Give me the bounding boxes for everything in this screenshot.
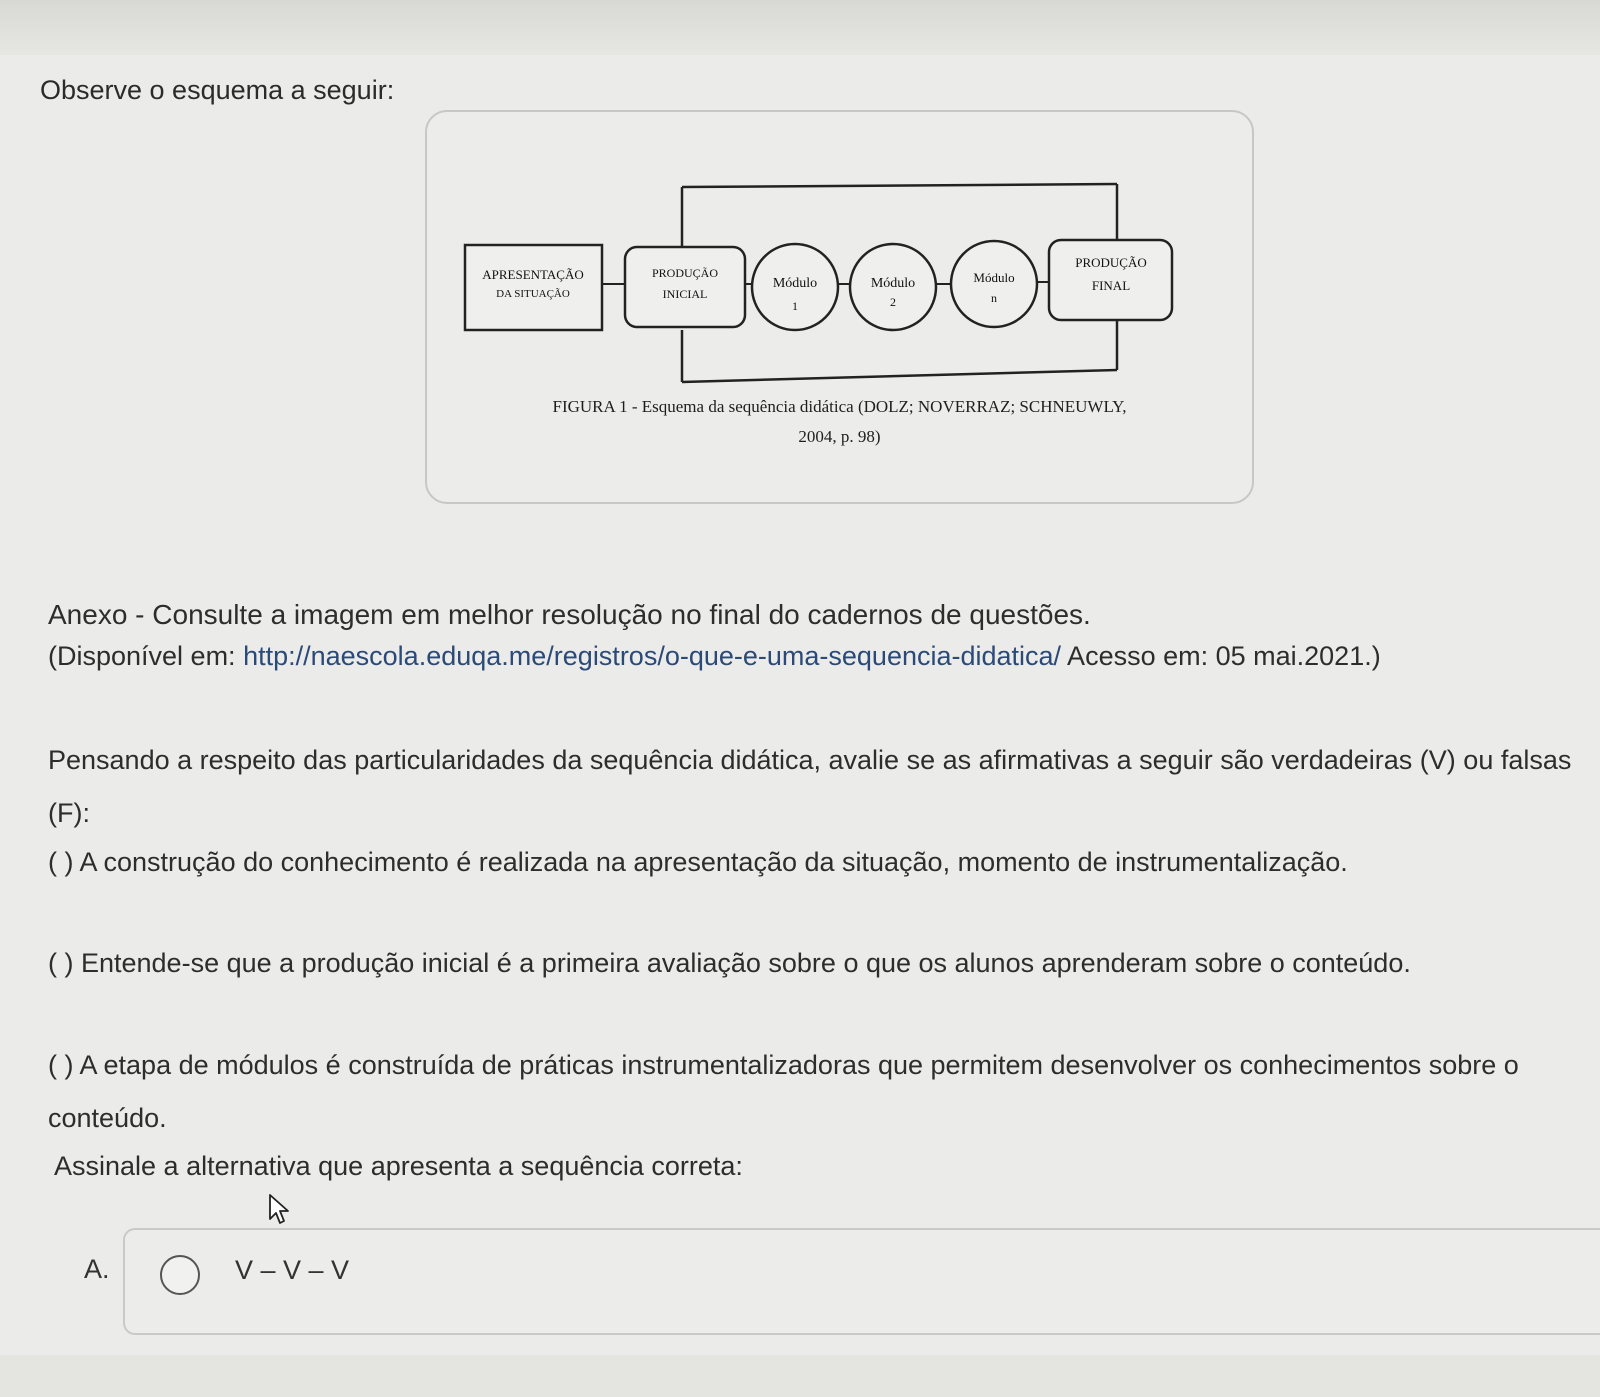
statement-3: ( ) A etapa de módulos é construída de práticas instrumentalizadoras que permitem desenvolver os conhecimentos sobre o conteúdo. — [48, 1050, 1519, 1133]
option-a[interactable] — [123, 1228, 1600, 1335]
option-a-radio[interactable] — [160, 1255, 200, 1295]
sequence-diagram — [427, 112, 1252, 392]
question-prompt: Pensando a respeito das particularidades da sequência didática, avalie se as afirmativas a seguir são verdadeiras (V) ou falsas (F): — [48, 745, 1572, 828]
box-producao-final-line1: PRODUÇÃO — [1075, 255, 1147, 270]
statement-1: ( ) A construção do conhecimento é realizada na apresentação da situação, momento de instrumentalização. — [48, 847, 1348, 877]
figure-caption-line1: FIGURA 1 - Esquema da sequência didática (DOLZ; NOVERRAZ; SCHNEUWLY, — [552, 397, 1127, 416]
modulo-1-number: 1 — [792, 299, 798, 313]
source-suffix: Acesso em: 05 mai.2021.) — [1061, 641, 1381, 671]
modulo-n-number: n — [991, 291, 997, 305]
box-apresentacao-line1: APRESENTAÇÃO — [482, 267, 584, 282]
modulo-n-label: Módulo — [973, 270, 1015, 285]
statement-2: ( ) Entende-se que a produção inicial é a primeira avaliação sobre o que os alunos aprenderam sobre o conteúdo. — [48, 948, 1411, 978]
browser-top-bar — [0, 0, 1600, 55]
source-prefix: (Disponível em: — [48, 641, 244, 671]
modulo-2-number: 2 — [890, 295, 896, 309]
modulo-2-label: Módulo — [870, 276, 916, 291]
box-producao-final-line2: FINAL — [1091, 278, 1131, 293]
question-instruction: Assinale a alternativa que apresenta a sequência correta: — [54, 1151, 743, 1181]
diagram-top-line — [682, 184, 1117, 187]
box-apresentacao-line2: DA SITUAÇÃO — [496, 288, 570, 300]
annex-note: Anexo - Consulte a imagem em melhor resolução no final do cadernos de questões. — [48, 599, 1091, 630]
mouse-cursor-icon — [268, 1193, 300, 1229]
bottom-strip — [0, 1355, 1600, 1397]
source-citation — [48, 630, 1578, 683]
question-intro: Observe o esquema a seguir: — [40, 75, 395, 105]
diagram-bottom-line — [682, 370, 1117, 382]
figure-caption-line2: 2004, p. 98) — [798, 427, 881, 446]
figure-card — [425, 110, 1254, 504]
box-producao-inicial-line2: INICIAL — [662, 287, 708, 301]
option-a-text: V – V – V — [235, 1255, 350, 1285]
option-a-letter: A. — [84, 1254, 110, 1284]
modulo-1-label: Módulo — [772, 276, 818, 291]
box-producao-inicial-line1: PRODUÇÃO — [651, 266, 719, 280]
figure-caption — [427, 392, 1252, 452]
source-link[interactable]: http://naescola.eduqa.me/registros/o-que-e-uma-sequencia-didatica/ — [243, 641, 1062, 671]
